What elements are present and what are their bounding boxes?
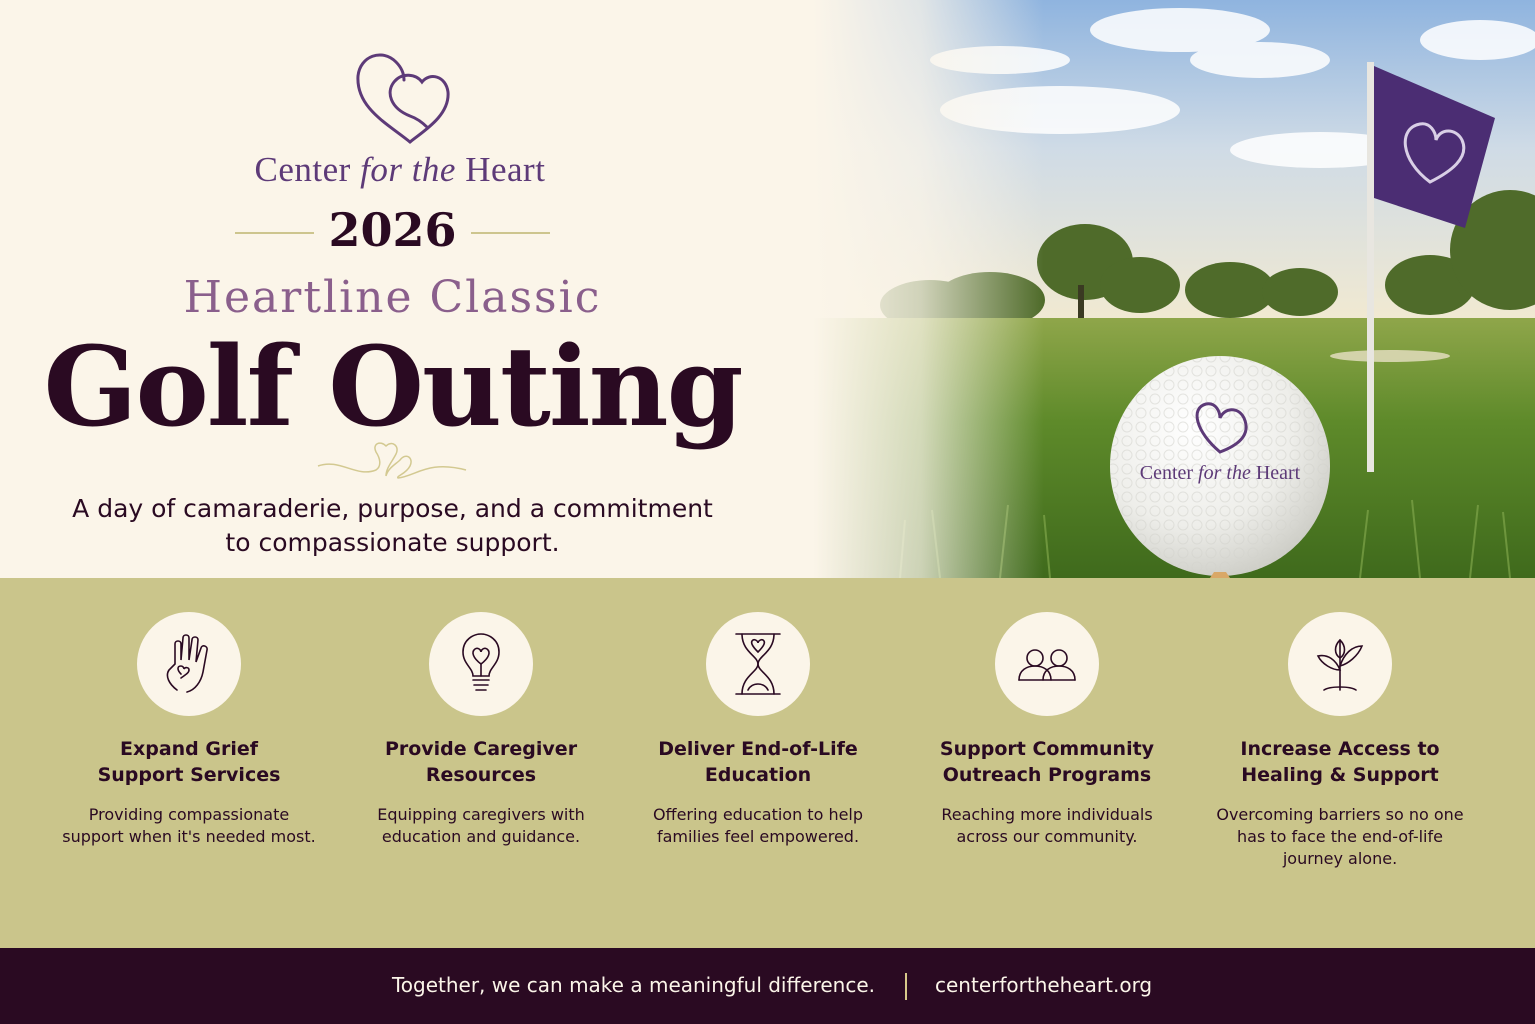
pillar-grief-support — [39, 578, 339, 948]
year-row — [235, 203, 550, 263]
heart-logo-icon — [352, 46, 456, 150]
brand-name-italic: for the — [360, 150, 456, 189]
brand-name — [200, 150, 600, 190]
pillar-icon-circle — [706, 612, 810, 716]
pillar-title-line: Increase Access to — [1240, 738, 1440, 760]
event-subtitle: Heartline Classic — [183, 272, 602, 323]
pillar-icon-circle — [429, 612, 533, 716]
ball-brand-italic: for the — [1198, 462, 1251, 484]
pillar-title-line: Provide Caregiver — [384, 738, 578, 760]
pillar-desc-line: Providing compassionate — [88, 805, 290, 824]
pillar-icon-circle — [1288, 612, 1392, 716]
hand-heart-icon — [159, 630, 219, 698]
pillar-title — [897, 736, 1197, 788]
pillar-description — [39, 804, 339, 848]
tagline-line-1: A day of camaraderie, purpose, and a commitment — [72, 494, 713, 523]
website-link[interactable]: centerfortheheart.org — [935, 973, 1153, 997]
pillar-title-line: Deliver End-of-Life — [658, 738, 858, 760]
pillar-title-line: Expand Grief — [119, 738, 259, 760]
pillar-desc-line: Offering education to help — [652, 805, 864, 824]
pillar-title-line: Support Community — [939, 738, 1155, 760]
footer-message: Together, we can make a meaningful difference. — [391, 973, 875, 997]
event-tagline — [40, 492, 745, 560]
pillar-icon-circle — [137, 612, 241, 716]
pillar-icon-circle — [995, 612, 1099, 716]
pillar-desc-line: Equipping caregivers with — [377, 805, 585, 824]
pillar-desc-line: has to face the end-of-life — [1237, 827, 1443, 847]
footer-divider — [905, 973, 907, 1000]
event-title: Golf Outing — [43, 322, 742, 451]
divider-right — [471, 232, 550, 234]
pillar-description — [897, 804, 1197, 848]
brand-name-post: Heart — [455, 150, 546, 189]
pillar-title-line: Outreach Programs — [942, 764, 1152, 787]
pillar-desc-line: across our community. — [956, 827, 1138, 847]
sprout-icon — [1310, 630, 1370, 698]
impact-pillars — [0, 578, 1535, 948]
pillar-desc-line: Reaching more individuals — [941, 805, 1153, 824]
pillar-desc-line: support when it's needed most. — [62, 827, 316, 847]
lightbulb-heart-icon — [451, 630, 511, 698]
pillar-community-outreach — [897, 578, 1197, 948]
pillar-access-healing — [1190, 578, 1490, 948]
ball-brand-pre: Center — [1139, 462, 1199, 484]
pillar-description — [608, 804, 908, 848]
hearts-swirl-icon — [316, 438, 468, 486]
tagline-line-2: to compassionate support. — [225, 528, 560, 557]
pillar-title — [39, 736, 339, 788]
pillar-title-line: Education — [704, 764, 812, 787]
pillar-title — [1190, 736, 1490, 788]
footer-bar — [0, 948, 1535, 1024]
pillar-desc-line: education and guidance. — [381, 827, 581, 847]
pillar-title-line: Healing & Support — [1241, 764, 1439, 787]
hourglass-heart-icon — [728, 630, 788, 698]
people-icon — [1017, 630, 1077, 698]
golf-ball-logo-text — [1136, 462, 1304, 485]
pillar-end-of-life-education — [608, 578, 908, 948]
pillar-desc-line: Overcoming barriers so no one — [1216, 805, 1464, 824]
pillar-description — [331, 804, 631, 848]
pillar-desc-line: journey alone. — [1282, 849, 1398, 869]
pillar-title — [608, 736, 908, 788]
pillar-caregiver-resources — [331, 578, 631, 948]
pillar-title — [331, 736, 631, 788]
pillar-description — [1190, 804, 1490, 870]
event-year: 2026 — [328, 203, 457, 257]
pillar-title-line: Support Services — [97, 764, 281, 787]
ball-brand-post: Heart — [1250, 462, 1301, 484]
pillar-title-line: Resources — [425, 764, 537, 787]
pillar-desc-line: families feel empowered. — [656, 827, 860, 847]
brand-name-pre: Center — [254, 150, 361, 189]
